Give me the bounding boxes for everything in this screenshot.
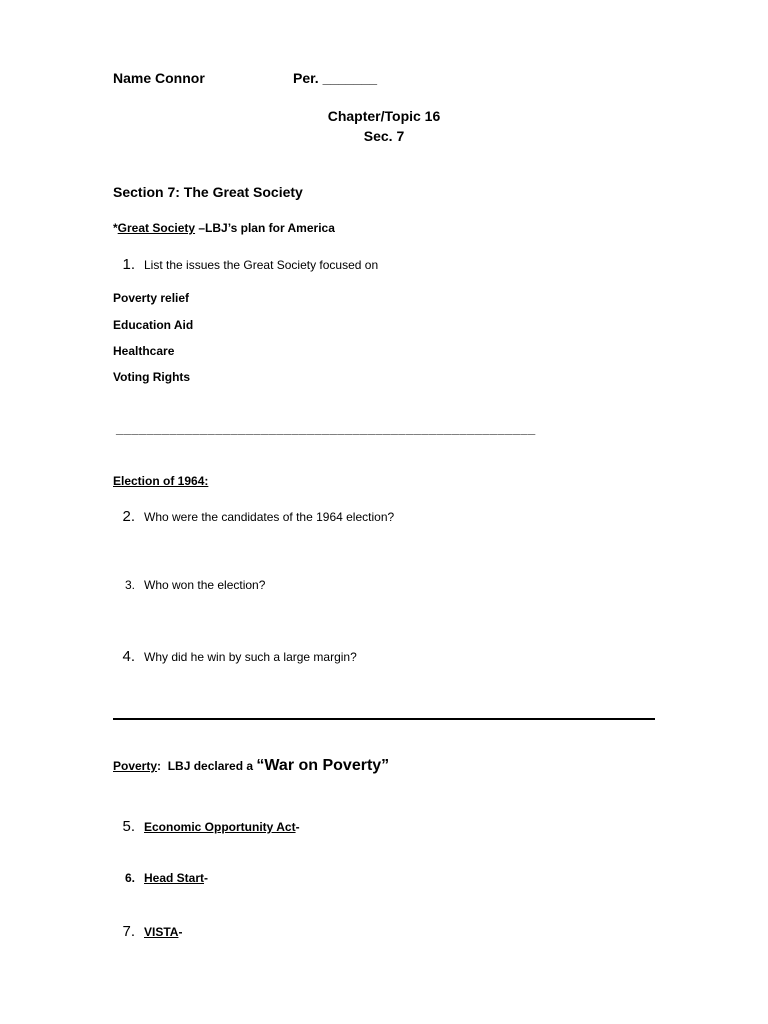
program-name: Economic Opportunity Act xyxy=(144,820,296,834)
program-6 xyxy=(113,871,208,885)
underscore-divider: _______________________________________________________ xyxy=(116,421,536,436)
question-text: Why did he win by such a large margin? xyxy=(144,650,357,664)
war-on-poverty-quote: “War on Poverty” xyxy=(256,757,390,774)
program-name: Head Start xyxy=(144,871,205,885)
question-text: Who won the election? xyxy=(144,578,266,592)
issue-item: Education Aid xyxy=(113,318,194,332)
question-number: 2. xyxy=(122,508,135,525)
great-society-term: Great Society xyxy=(117,221,196,235)
poverty-heading xyxy=(113,757,389,775)
question-text: List the issues the Great Society focused on xyxy=(144,258,379,272)
program-suffix: - xyxy=(178,925,183,939)
question-number: 3. xyxy=(124,578,135,592)
period-blank: _______ xyxy=(322,70,378,86)
question-number: 1. xyxy=(122,256,135,273)
horizontal-rule xyxy=(113,718,655,720)
period-label: Per. xyxy=(293,70,319,86)
program-7 xyxy=(113,923,182,940)
issue-item: Voting Rights xyxy=(113,370,191,384)
program-5 xyxy=(113,818,300,835)
question-number: 4. xyxy=(122,648,135,665)
period-field xyxy=(293,70,377,86)
asterisk: * xyxy=(113,221,118,235)
election-heading: Election of 1964: xyxy=(113,474,209,488)
chapter-title: Chapter/Topic 16 xyxy=(327,108,441,124)
section-number: Sec. 7 xyxy=(363,128,405,144)
question-text: Who were the candidates of the 1964 election? xyxy=(144,510,395,524)
issue-item: Healthcare xyxy=(113,344,175,358)
program-number: 7. xyxy=(122,923,135,940)
section-heading: Section 7: The Great Society xyxy=(113,184,303,200)
great-society-definition xyxy=(113,221,335,235)
question-1 xyxy=(113,256,378,273)
poverty-colon: : xyxy=(157,759,162,773)
student-name: Name Connor xyxy=(113,70,205,86)
program-name: VISTA xyxy=(144,925,179,939)
question-3 xyxy=(113,578,265,592)
poverty-lead: LBJ declared a xyxy=(161,759,257,773)
program-suffix: - xyxy=(204,871,209,885)
issue-item: Poverty relief xyxy=(113,291,190,305)
program-number: 5. xyxy=(122,818,135,835)
question-2 xyxy=(113,508,394,525)
great-society-text: –LBJ’s plan for America xyxy=(195,221,335,235)
program-suffix: - xyxy=(295,820,300,834)
question-4 xyxy=(113,648,357,665)
program-number: 6. xyxy=(124,871,135,885)
poverty-term: Poverty xyxy=(113,759,158,773)
